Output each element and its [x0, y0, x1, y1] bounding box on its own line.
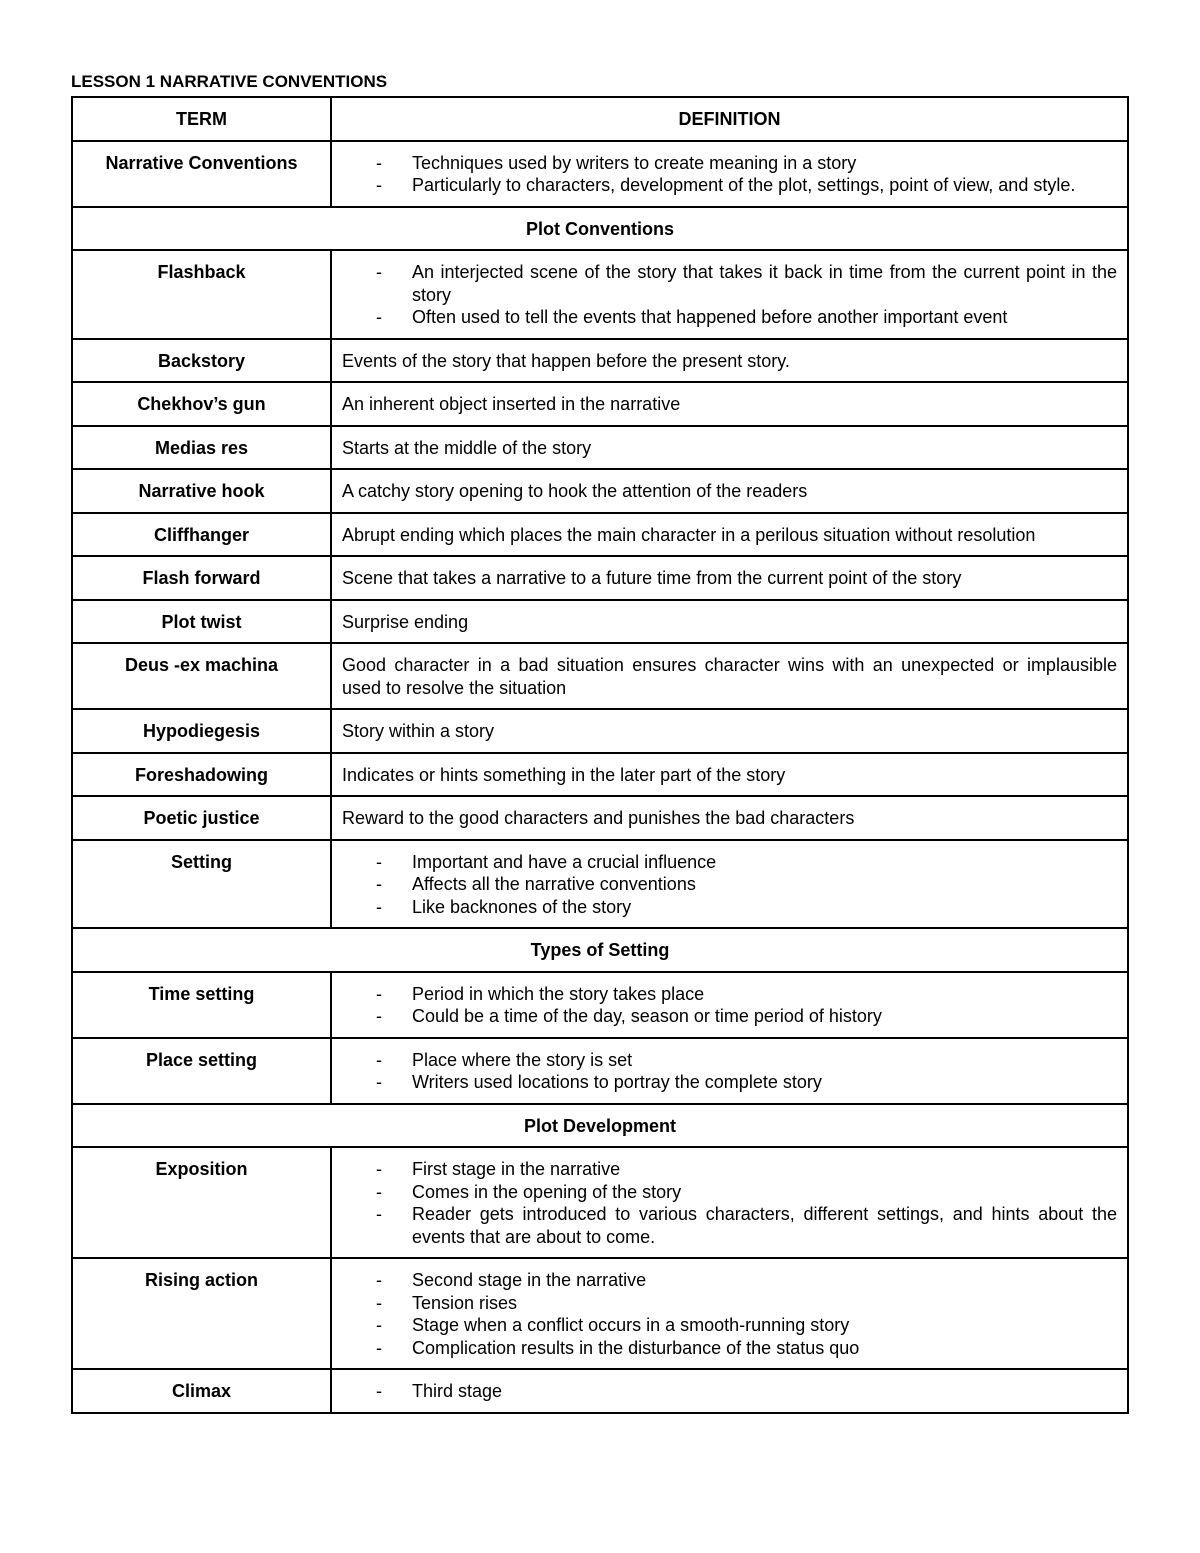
definition-list: [342, 851, 1117, 919]
table-row: [72, 513, 1128, 557]
term-cell: Deus -ex machina: [72, 643, 331, 709]
definition-cell: [331, 1369, 1128, 1413]
definition-bullet: - An interjected scene of the story that takes it back in time from the current point in the story: [412, 261, 1117, 306]
definition-list: [342, 1158, 1117, 1248]
table-row: [72, 709, 1128, 753]
term-cell: Climax: [72, 1369, 331, 1413]
table-header-row: [72, 97, 1128, 141]
term-cell: Place setting: [72, 1038, 331, 1104]
document-title: LESSON 1 NARRATIVE CONVENTIONS: [71, 72, 388, 91]
definition-bullet: - Like backnones of the story: [412, 896, 1117, 919]
section-heading: Plot Conventions: [72, 207, 1128, 251]
definition-cell: [331, 1038, 1128, 1104]
term-cell: Flash forward: [72, 556, 331, 600]
term-cell: Foreshadowing: [72, 753, 331, 797]
section-row: [72, 207, 1128, 251]
term-cell: Narrative Conventions: [72, 141, 331, 207]
term-cell: Time setting: [72, 972, 331, 1038]
definition-cell: [331, 1147, 1128, 1258]
definition-bullet: - Affects all the narrative conventions: [412, 873, 1117, 896]
section-heading: Types of Setting: [72, 928, 1128, 972]
definition-cell: An inherent object inserted in the narrative: [331, 382, 1128, 426]
definition-cell: Good character in a bad situation ensures character wins with an unexpected or implausible used to resolve the situation: [331, 643, 1128, 709]
definition-cell: [331, 250, 1128, 339]
table-row: [72, 1038, 1128, 1104]
section-heading: Plot Development: [72, 1104, 1128, 1148]
definition-bullet: - Reader gets introduced to various characters, different settings, and hints about the events that are about to come.: [412, 1203, 1117, 1248]
definition-cell: A catchy story opening to hook the attention of the readers: [331, 469, 1128, 513]
term-cell: Hypodiegesis: [72, 709, 331, 753]
term-cell: Exposition: [72, 1147, 331, 1258]
term-cell: Chekhov’s gun: [72, 382, 331, 426]
table-row: [72, 1258, 1128, 1369]
term-cell: Narrative hook: [72, 469, 331, 513]
definition-cell: Scene that takes a narrative to a future time from the current point of the story: [331, 556, 1128, 600]
table-row: [72, 250, 1128, 339]
definition-bullet: - Important and have a crucial influence: [412, 851, 1117, 874]
term-cell: Medias res: [72, 426, 331, 470]
term-cell: Rising action: [72, 1258, 331, 1369]
definition-cell: Surprise ending: [331, 600, 1128, 644]
table-row: [72, 600, 1128, 644]
definition-cell: Events of the story that happen before the present story.: [331, 339, 1128, 383]
definition-cell: [331, 1258, 1128, 1369]
definition-cell: Starts at the middle of the story: [331, 426, 1128, 470]
definition-bullet: - Complication results in the disturbance of the status quo: [412, 1337, 1117, 1360]
definition-bullet: - Techniques used by writers to create meaning in a story: [412, 152, 1117, 175]
table-row: [72, 1369, 1128, 1413]
term-cell: Plot twist: [72, 600, 331, 644]
definition-bullet: - Third stage: [412, 1380, 1117, 1403]
table-row: [72, 426, 1128, 470]
section-row: [72, 1104, 1128, 1148]
definition-cell: [331, 972, 1128, 1038]
definition-cell: [331, 840, 1128, 929]
definition-list: [342, 1380, 1117, 1403]
table-row: [72, 339, 1128, 383]
table-row: [72, 643, 1128, 709]
table-row: [72, 753, 1128, 797]
definition-list: [342, 1269, 1117, 1359]
definition-cell: Abrupt ending which places the main character in a perilous situation without resolution: [331, 513, 1128, 557]
definition-bullet: - Comes in the opening of the story: [412, 1181, 1117, 1204]
definition-bullet: - Period in which the story takes place: [412, 983, 1117, 1006]
term-cell: Backstory: [72, 339, 331, 383]
definition-list: [342, 1049, 1117, 1094]
table-row: [72, 840, 1128, 929]
definition-cell: Reward to the good characters and punishes the bad characters: [331, 796, 1128, 840]
definition-cell: [331, 141, 1128, 207]
definition-bullet: - Place where the story is set: [412, 1049, 1117, 1072]
table-row: [72, 556, 1128, 600]
definition-cell: Story within a story: [331, 709, 1128, 753]
definition-bullet: - Often used to tell the events that happened before another important event: [412, 306, 1117, 329]
table-row: [72, 382, 1128, 426]
term-cell: Flashback: [72, 250, 331, 339]
table-body: [72, 141, 1128, 1413]
definition-bullet: - Could be a time of the day, season or time period of history: [412, 1005, 1117, 1028]
definition-cell: Indicates or hints something in the later part of the story: [331, 753, 1128, 797]
narrative-conventions-table: [71, 96, 1129, 1414]
table-row: [72, 141, 1128, 207]
table-row: [72, 469, 1128, 513]
definition-bullet: - Writers used locations to portray the complete story: [412, 1071, 1117, 1094]
table-row: [72, 796, 1128, 840]
definition-bullet: - Second stage in the narrative: [412, 1269, 1117, 1292]
definition-list: [342, 152, 1117, 197]
header-definition: DEFINITION: [331, 97, 1128, 141]
table-row: [72, 972, 1128, 1038]
header-term: TERM: [72, 97, 331, 141]
term-cell: Setting: [72, 840, 331, 929]
definition-bullet: - Stage when a conflict occurs in a smooth-running story: [412, 1314, 1117, 1337]
definition-list: [342, 983, 1117, 1028]
definition-bullet: - First stage in the narrative: [412, 1158, 1117, 1181]
term-cell: Poetic justice: [72, 796, 331, 840]
definition-bullet: - Tension rises: [412, 1292, 1117, 1315]
definition-list: [342, 261, 1117, 329]
term-cell: Cliffhanger: [72, 513, 331, 557]
table-row: [72, 1147, 1128, 1258]
section-row: [72, 928, 1128, 972]
definition-bullet: - Particularly to characters, development of the plot, settings, point of view, and style.: [412, 174, 1117, 197]
